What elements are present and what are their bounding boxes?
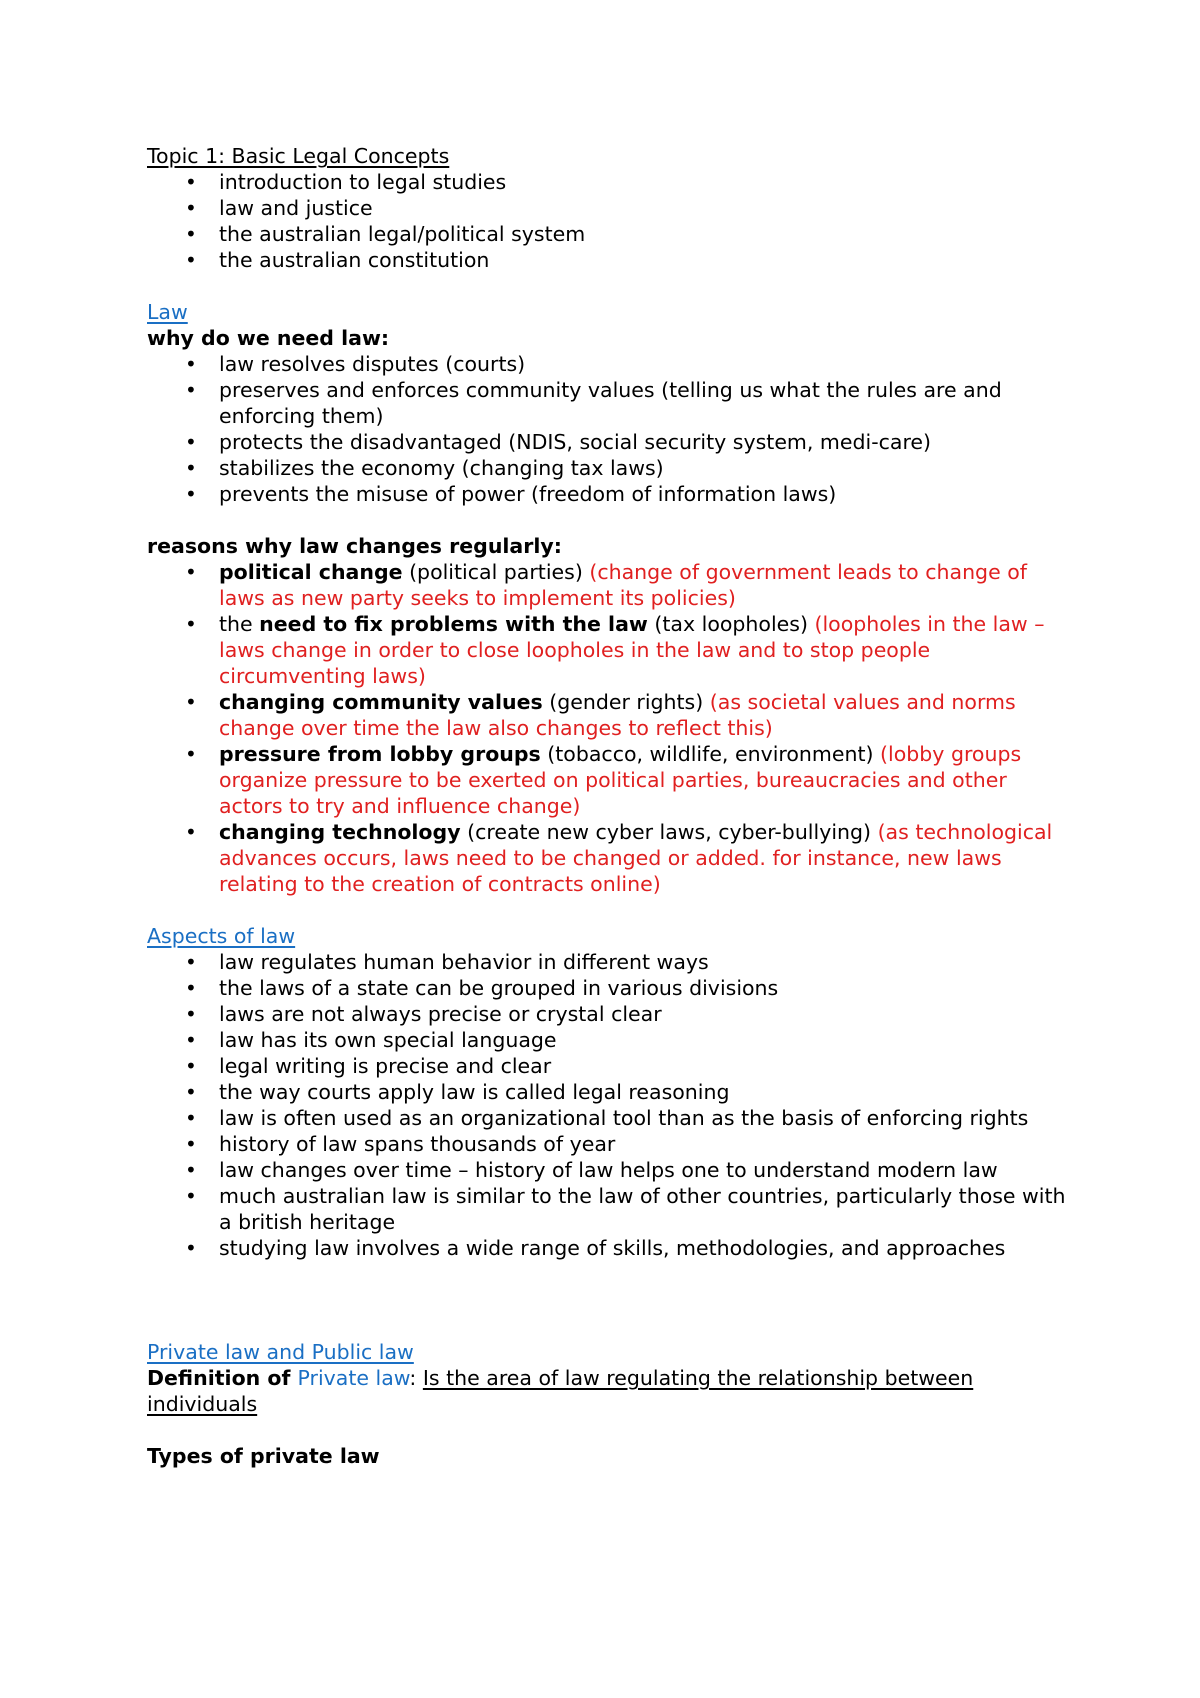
list-item: • law is often used as an organizational tool than as the basis of enforcing rights — [147, 1105, 1067, 1131]
item-bold: need to fix problems with the law — [259, 612, 648, 636]
list-item: • protects the disadvantaged (NDIS, social security system, medi-care) — [147, 429, 1067, 455]
private-law-definition — [147, 1365, 1067, 1417]
why-need-law-list — [147, 351, 1067, 507]
list-item: • the australian constitution — [147, 247, 1067, 273]
document-page — [147, 143, 1067, 1469]
list-item: • law and justice — [147, 195, 1067, 221]
list-item: • the laws of a state can be grouped in various divisions — [147, 975, 1067, 1001]
list-item: • prevents the misuse of power (freedom of information laws) — [147, 481, 1067, 507]
definition-label: Definition of — [147, 1366, 298, 1390]
item-bold: pressure from lobby groups — [219, 742, 541, 766]
law-changes-list — [147, 559, 1067, 897]
item-example: (gender rights) — [542, 690, 710, 714]
item-explanation: (lobby groups organize pressure to be exerted on political parties, bureaucracies and other actors to try and influence change) — [219, 742, 1022, 818]
item-prefix: the — [219, 612, 260, 636]
list-item: • law changes over time – history of law helps one to understand modern law — [147, 1157, 1067, 1183]
topic-title: Topic 1: Basic Legal Concepts — [147, 144, 450, 168]
item-example: (tax loopholes) — [647, 612, 815, 636]
law-heading: Law — [147, 300, 188, 324]
item-bold: changing community values — [219, 690, 543, 714]
why-need-law-subheading: why do we need law: — [147, 326, 390, 350]
list-item: • laws are not always precise or crystal clear — [147, 1001, 1067, 1027]
list-item: • the australian legal/political system — [147, 221, 1067, 247]
list-item: • law has its own special language — [147, 1027, 1067, 1053]
aspects-list — [147, 949, 1067, 1261]
list-item: • the way courts apply law is called legal reasoning — [147, 1079, 1067, 1105]
item-explanation: (as technological advances occurs, laws need to be changed or added. for instance, new laws relating to the creation of contracts online) — [219, 820, 1053, 896]
item-explanation: (loopholes in the law – laws change in order to close loopholes in the law and to stop people circumventing laws) — [219, 612, 1045, 688]
list-item: • introduction to legal studies — [147, 169, 1067, 195]
list-item: • studying law involves a wide range of skills, methodologies, and approaches — [147, 1235, 1067, 1261]
definition-text: Is the area of law regulating the relationship between individuals — [147, 1366, 974, 1416]
definition-colon: : — [409, 1366, 423, 1390]
item-example: (political parties) — [402, 560, 590, 584]
list-item: • much australian law is similar to the law of other countries, particularly those with a british heritage — [147, 1183, 1067, 1235]
list-item — [147, 559, 1067, 611]
list-item: • stabilizes the economy (changing tax laws) — [147, 455, 1067, 481]
private-public-heading: Private law and Public law — [147, 1340, 414, 1364]
law-changes-subheading: reasons why law changes regularly: — [147, 534, 562, 558]
list-item — [147, 819, 1067, 897]
types-private-law-heading: Types of private law — [147, 1444, 380, 1468]
definition-term: Private law — [297, 1366, 410, 1390]
item-explanation: (as societal values and norms change over time the law also changes to reflect this) — [219, 690, 1016, 740]
list-item: • legal writing is precise and clear — [147, 1053, 1067, 1079]
topic-list — [147, 169, 1067, 273]
list-item: • law regulates human behavior in different ways — [147, 949, 1067, 975]
item-example: (create new cyber laws, cyber-bullying) — [460, 820, 878, 844]
list-item: • history of law spans thousands of year — [147, 1131, 1067, 1157]
aspects-heading: Aspects of law — [147, 924, 296, 948]
list-item — [147, 689, 1067, 741]
list-item: • law resolves disputes (courts) — [147, 351, 1067, 377]
item-explanation: (change of government leads to change of laws as new party seeks to implement its policies) — [219, 560, 1027, 610]
item-bold: political change — [219, 560, 403, 584]
item-bold: changing technology — [219, 820, 461, 844]
list-item — [147, 741, 1067, 819]
list-item: • preserves and enforces community values (telling us what the rules are and enforcing them) — [147, 377, 1067, 429]
list-item — [147, 611, 1067, 689]
item-example: (tobacco, wildlife, environment) — [540, 742, 881, 766]
